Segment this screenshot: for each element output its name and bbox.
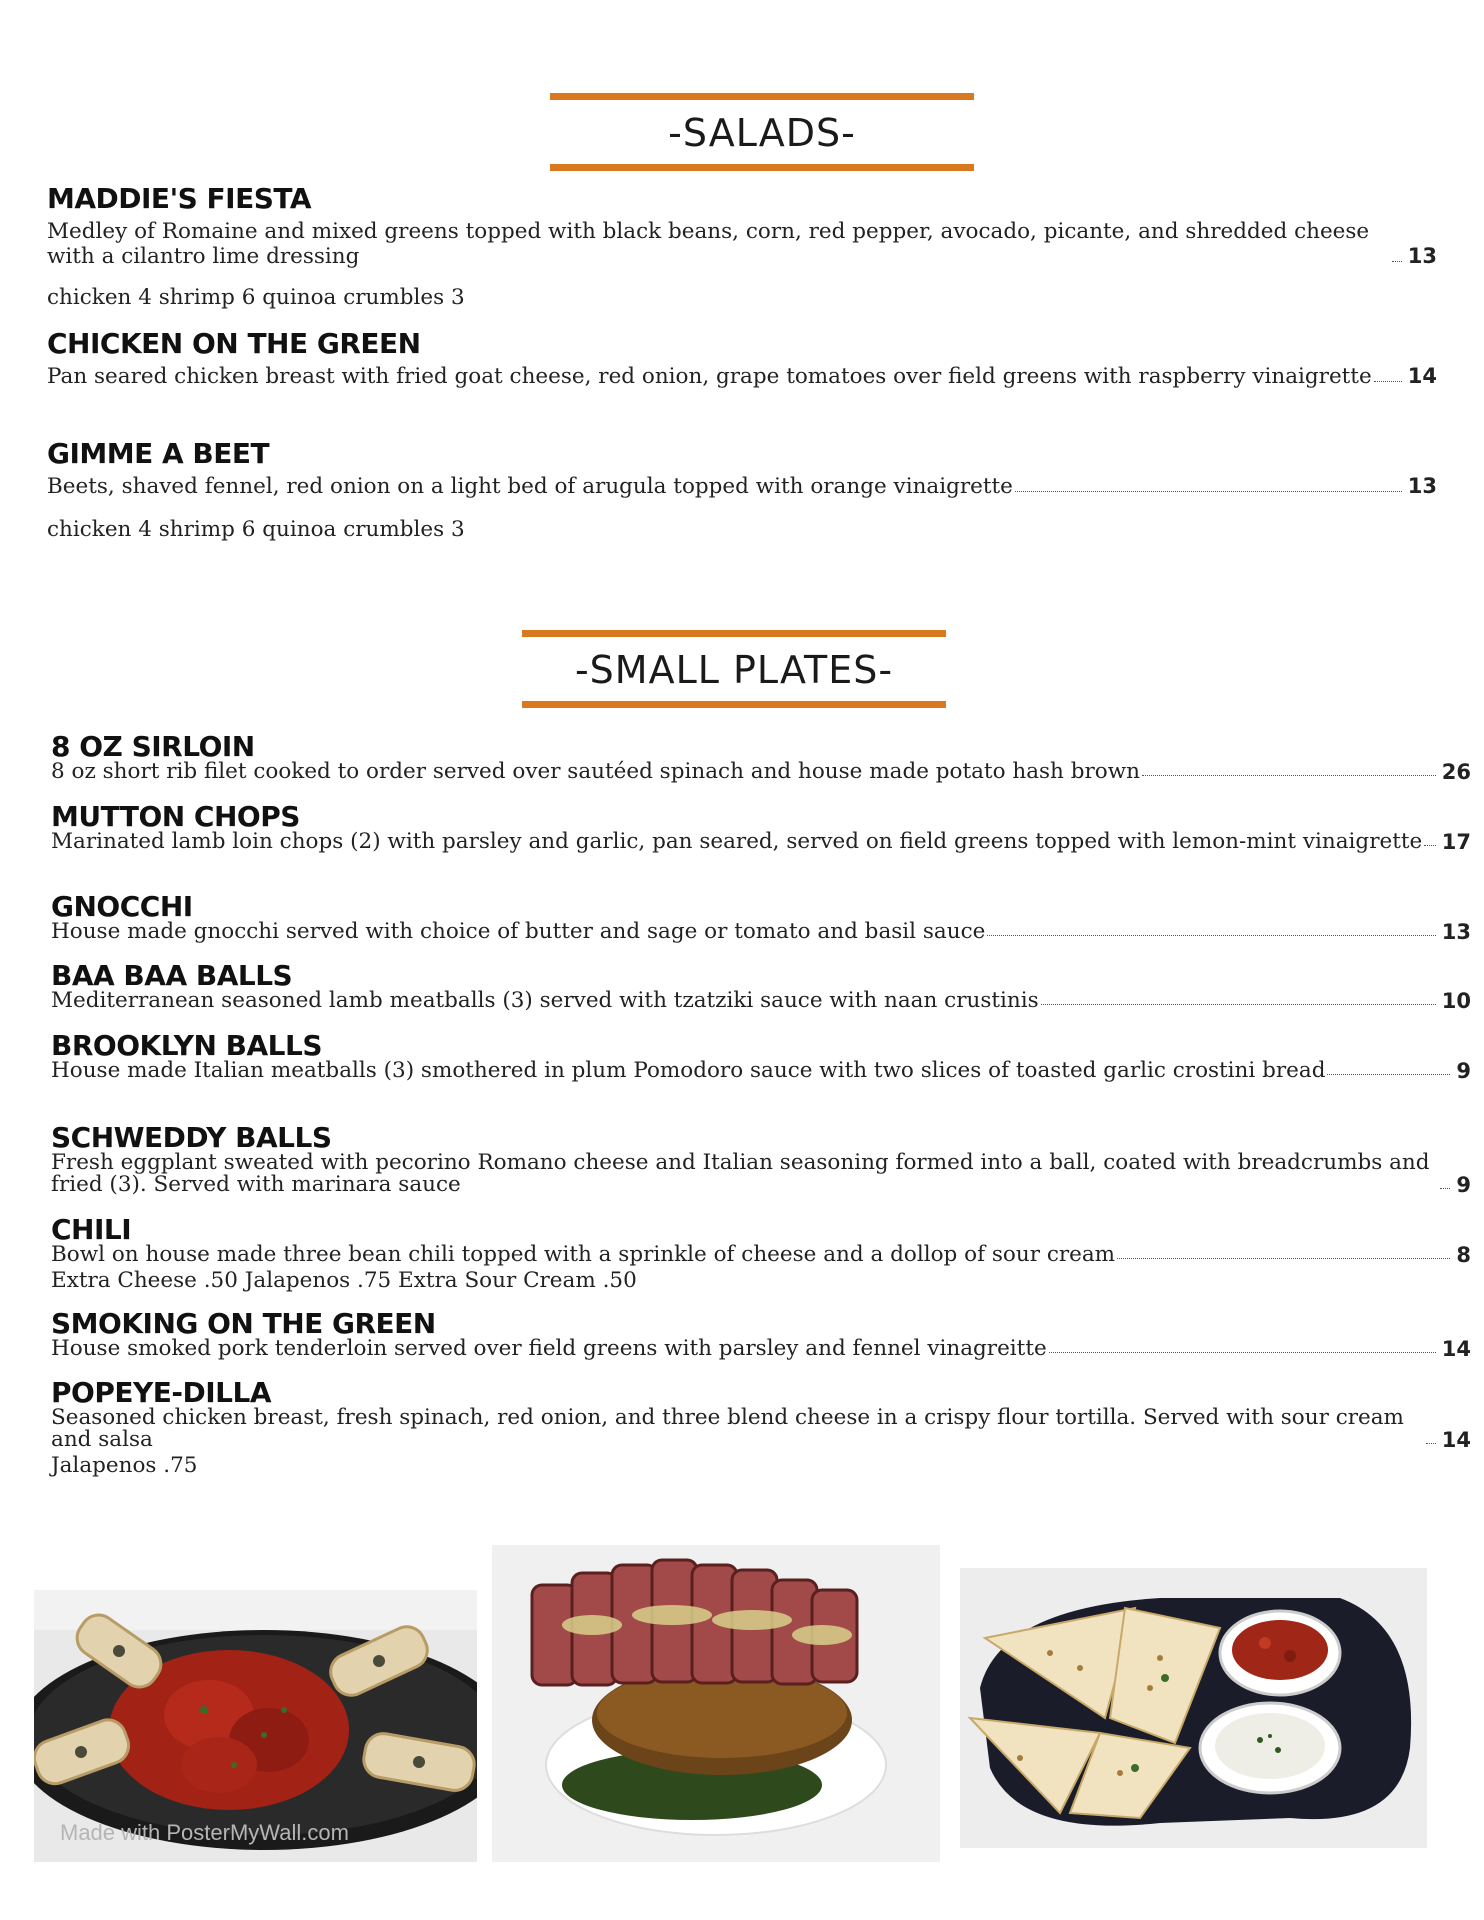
item-name: GNOCCHI xyxy=(51,890,193,923)
item-desc-text: Medley of Romaine and mixed greens topped with black beans, corn, red pepper, avocado, picante, and shredded cheese with a cilantro lime dressing xyxy=(47,219,1370,269)
item-addons: Extra Cheese .50 Jalapenos .75 Extra Sour Cream .50 xyxy=(51,1268,637,1293)
item-addons: Jalapenos .75 xyxy=(51,1453,198,1478)
menu-item-8oz-sirloin xyxy=(51,730,1471,784)
item-name: CHICKEN ON THE GREEN xyxy=(47,327,421,360)
menu-item-popeye-dilla xyxy=(51,1376,1471,1479)
item-description xyxy=(51,761,1471,783)
header-top-rule xyxy=(522,630,946,637)
item-desc-text: Fresh eggplant sweated with pecorino Romano cheese and Italian seasoning formed into a ball, coated with breadcrumbs and fried (3). Served with marinara sauce xyxy=(51,1150,1430,1197)
item-desc-text: House made gnocchi served with choice of butter and sage or tomato and basil sauce xyxy=(51,919,986,944)
item-price: 8 xyxy=(1456,1243,1471,1267)
item-name: POPEYE-DILLA xyxy=(51,1376,272,1409)
menu-item-schweddy-balls xyxy=(51,1121,1471,1197)
item-desc-text: Seasoned chicken breast, fresh spinach, red onion, and three blend cheese in a crispy flour tortilla. Served with sour cream and salsa xyxy=(51,1405,1404,1452)
item-desc-text: Pan seared chicken breast with fried goat cheese, red onion, grape tomatoes over field greens with raspberry vinaigrette xyxy=(47,364,1372,389)
menu-item-maddies-fiesta xyxy=(47,182,1437,311)
item-price: 13 xyxy=(1407,474,1437,498)
item-name: SCHWEDDY BALLS xyxy=(51,1121,332,1154)
menu-item-chicken-on-the-green xyxy=(47,327,1437,389)
watermark-text: Made with PosterMyWall.com xyxy=(60,1820,349,1845)
small-plates-header xyxy=(522,630,946,708)
header-bottom-rule xyxy=(550,164,974,171)
item-description xyxy=(47,364,1437,389)
item-desc-text: Beets, shaved fennel, red onion on a light bed of arugula topped with orange vinaigrette xyxy=(47,474,1013,499)
item-name: BAA BAA BALLS xyxy=(51,959,293,992)
leader-dots xyxy=(1392,261,1402,262)
item-addons: chicken 4 shrimp 6 quinoa crumbles 3 xyxy=(47,285,465,310)
item-description xyxy=(51,831,1471,853)
leader-dots xyxy=(1117,1258,1450,1259)
header-bottom-rule xyxy=(522,701,946,708)
item-description xyxy=(51,1407,1471,1451)
item-desc-text: House made Italian meatballs (3) smothered in plum Pomodoro sauce with two slices of toasted garlic crostini bread xyxy=(51,1058,1326,1083)
menu-item-baa-baa-balls xyxy=(51,959,1471,1013)
leader-dots xyxy=(1426,1443,1436,1444)
item-price: 26 xyxy=(1441,760,1471,784)
item-price: 14 xyxy=(1441,1428,1471,1452)
sirloin-illustration xyxy=(492,1545,940,1862)
small-plates-heading: -SMALL PLATES- xyxy=(574,648,894,692)
menu-item-chili xyxy=(51,1213,1471,1294)
item-price: 13 xyxy=(1441,920,1471,944)
item-description xyxy=(47,219,1437,269)
quesadilla-illustration xyxy=(960,1568,1427,1848)
menu-item-brooklyn-balls xyxy=(51,1029,1471,1083)
item-name: 8 OZ SIRLOIN xyxy=(51,730,255,763)
item-description xyxy=(51,990,1471,1012)
item-desc-text: House smoked pork tenderloin served over field greens with parsley and fennel vinagreitte xyxy=(51,1336,1047,1361)
menu-item-gimme-a-beet xyxy=(47,437,1437,543)
item-addons: chicken 4 shrimp 6 quinoa crumbles 3 xyxy=(47,517,465,542)
salads-heading: -SALADS- xyxy=(668,111,856,155)
leader-dots xyxy=(1142,775,1436,776)
item-price: 10 xyxy=(1441,989,1471,1013)
item-price: 9 xyxy=(1456,1059,1471,1083)
item-description xyxy=(51,1060,1471,1082)
item-name: MUTTON CHOPS xyxy=(51,800,300,833)
item-price: 13 xyxy=(1407,244,1437,268)
item-description xyxy=(51,1244,1471,1266)
menu-item-gnocchi xyxy=(51,890,1471,944)
leader-dots xyxy=(987,935,1435,936)
item-price: 9 xyxy=(1456,1173,1471,1197)
leader-dots xyxy=(1327,1074,1450,1075)
item-name: BROOKLYN BALLS xyxy=(51,1029,323,1062)
item-desc-text: 8 oz short rib filet cooked to order served over sautéed spinach and house made potato hash brown xyxy=(51,759,1140,784)
item-price: 14 xyxy=(1441,1337,1471,1361)
menu-item-smoking-on-the-green xyxy=(51,1307,1471,1361)
item-description xyxy=(51,1338,1471,1360)
item-description xyxy=(47,474,1437,499)
leader-dots xyxy=(1440,1188,1450,1189)
leader-dots xyxy=(1049,1352,1436,1353)
item-name: GIMME A BEET xyxy=(47,437,270,470)
item-desc-text: Bowl on house made three bean chili topped with a sprinkle of cheese and a dollop of sour cream xyxy=(51,1242,1116,1267)
item-name: SMOKING ON THE GREEN xyxy=(51,1307,436,1340)
leader-dots xyxy=(1015,491,1402,492)
header-top-rule xyxy=(550,93,974,100)
menu-item-mutton-chops xyxy=(51,800,1471,854)
item-price: 17 xyxy=(1441,830,1471,854)
item-desc-text: Marinated lamb loin chops (2) with parsley and garlic, pan seared, served on field greens topped with lemon-mint vinaigrette xyxy=(51,829,1423,854)
item-name: CHILI xyxy=(51,1213,132,1246)
salads-header xyxy=(550,93,974,171)
quesadilla-photo xyxy=(960,1568,1427,1848)
item-desc-text: Mediterranean seasoned lamb meatballs (3) served with tzatziki sauce with naan crustinis xyxy=(51,988,1039,1013)
item-description xyxy=(51,1152,1471,1196)
item-description xyxy=(51,921,1471,943)
item-price: 14 xyxy=(1407,364,1437,388)
leader-dots xyxy=(1041,1004,1436,1005)
leader-dots xyxy=(1424,845,1436,846)
leader-dots xyxy=(1374,381,1402,382)
sirloin-photo xyxy=(492,1545,940,1862)
item-name: MADDIE'S FIESTA xyxy=(47,182,311,215)
